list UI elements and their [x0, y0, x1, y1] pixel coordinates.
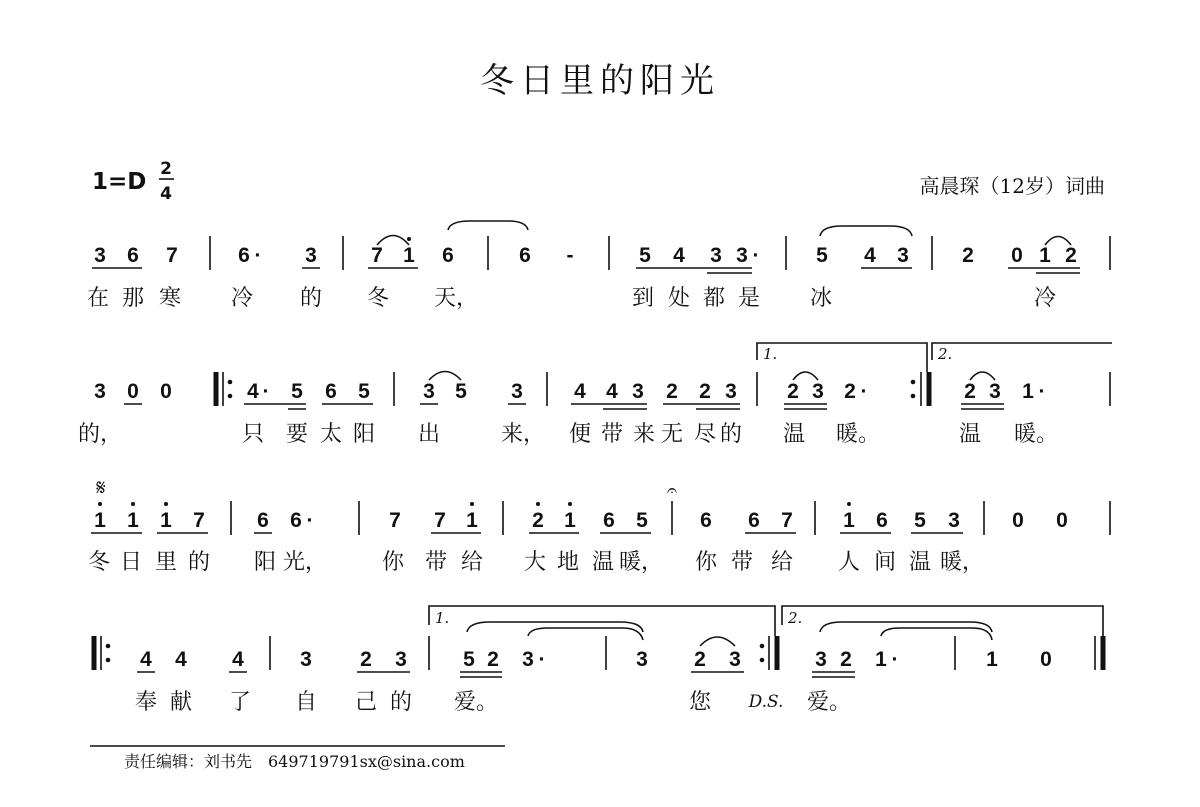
lyric: 爱。 [453, 690, 499, 715]
note: 6 [238, 244, 250, 267]
note: 2 [666, 380, 678, 403]
lyric: 己 [354, 690, 378, 715]
lyric: 都 [702, 286, 726, 311]
note: 1 [875, 648, 887, 671]
lyric: 奉 [134, 690, 158, 715]
note: 3 [736, 244, 748, 267]
lyric: 到 [631, 286, 655, 311]
note: 2 [532, 509, 544, 532]
note: 3 [812, 380, 824, 403]
note: 4 [247, 380, 259, 403]
lyric: 暖。 [1013, 422, 1059, 447]
note: 6 [876, 509, 888, 532]
augmentation-dot: · [1038, 380, 1046, 403]
lyric: 无 [660, 422, 684, 447]
lyric: 你 [381, 550, 405, 575]
note: 1 [160, 509, 172, 532]
note: 3 [948, 509, 960, 532]
lyric: 尽 [693, 422, 717, 447]
note: 4 [574, 380, 586, 403]
note: 2 [1065, 244, 1077, 267]
note: 6 [442, 244, 454, 267]
time-signature-top: 2 [160, 159, 172, 179]
lyric: 要 [285, 422, 309, 447]
note: 3 [522, 648, 534, 671]
augmentation-dot: · [860, 380, 868, 403]
lyric: 给 [770, 550, 794, 575]
note: 1 [986, 648, 998, 671]
note: 0 [1012, 509, 1024, 532]
note: 7 [389, 509, 401, 532]
lyrics-line-1 [87, 286, 1056, 311]
lyric: 冰 [809, 286, 833, 311]
lyric: 大 [523, 550, 547, 575]
note: 1 [127, 509, 139, 532]
lyric: 的 [187, 550, 211, 575]
lyric: 带 [600, 422, 624, 447]
note: 7 [193, 509, 205, 532]
lyric: 献 [169, 690, 193, 715]
augmentation-dot: · [538, 648, 546, 671]
note: 3 [94, 244, 106, 267]
lyric: 人 [837, 550, 861, 575]
augmentation-dot: · [254, 244, 262, 267]
system-1 [92, 221, 1110, 273]
note: 2 [487, 648, 499, 671]
lyric: 是 [737, 286, 761, 311]
dal-segno-mark: D.S. [748, 692, 784, 712]
song-title: 冬日里的阳光 [480, 61, 720, 101]
note: 3 [511, 380, 523, 403]
note: 4 [175, 648, 187, 671]
system-2 [94, 343, 1112, 409]
note: 3 [710, 244, 722, 267]
lyric: 天， [433, 286, 479, 311]
volta-1-label: 1. [435, 609, 450, 627]
note: 6 [290, 509, 302, 532]
system-3 [91, 476, 1110, 535]
lyric: 处 [667, 286, 691, 311]
lyric: 给 [460, 550, 484, 575]
lyrics-line-4 [135, 690, 851, 715]
note: 1 [1039, 244, 1051, 267]
lyric: 温 [908, 550, 932, 575]
note: 3 [989, 380, 1001, 403]
note: 3 [815, 648, 827, 671]
note: 6 [325, 380, 337, 403]
lyric: 出 [417, 422, 441, 447]
key-signature: 1=D [92, 169, 147, 195]
note: 6 [700, 509, 712, 532]
note: 5 [291, 380, 303, 403]
lyric: 温 [958, 422, 982, 447]
note: 5 [639, 244, 651, 267]
note: 4 [232, 648, 244, 671]
note: 7 [166, 244, 178, 267]
note: 4 [140, 648, 152, 671]
lyric: 您 [688, 690, 712, 715]
lyric: 的 [299, 286, 323, 311]
lyric: 日 [119, 550, 143, 575]
note: 0 [1056, 509, 1068, 532]
lyric: 阳 [253, 550, 277, 575]
lyric: 的， [77, 422, 123, 447]
lyric: 你 [694, 550, 718, 575]
lyric: 了 [228, 690, 252, 715]
note: 4 [606, 380, 618, 403]
note: 5 [914, 509, 926, 532]
lyric: 便 [568, 422, 592, 447]
lyric: 爱。 [806, 690, 852, 715]
note: 2 [840, 648, 852, 671]
lyric: 自 [294, 690, 318, 715]
lyric: 带 [424, 550, 448, 575]
system-4 [94, 606, 1103, 677]
note: 3 [636, 648, 648, 671]
note: 7 [434, 509, 446, 532]
note: 1 [564, 509, 576, 532]
editor-credit: 责任编辑：刘书先 649719791sx@sina.com [124, 752, 465, 771]
volta-2-label: 2. [788, 609, 803, 627]
note: 3 [897, 244, 909, 267]
lyrics-line-3 [88, 550, 984, 575]
note: 3 [395, 648, 407, 671]
lyric: 温 [591, 550, 615, 575]
volta-2-label: 2. [938, 345, 953, 363]
composer-credit: 高晨琛（12岁）词曲 [919, 174, 1105, 198]
note: 5 [636, 509, 648, 532]
note: 3 [725, 380, 737, 403]
note: 5 [455, 380, 467, 403]
lyric: 带 [730, 550, 754, 575]
lyric: 暖。 [835, 422, 881, 447]
note: 2 [787, 380, 799, 403]
note: 1 [94, 509, 106, 532]
lyric: 那 [121, 286, 145, 311]
note: 2 [962, 244, 974, 267]
lyric: 寒 [158, 286, 182, 311]
lyric: 的 [719, 422, 743, 447]
lyric: 阳 [352, 422, 376, 447]
lyrics-line-2 [78, 422, 1058, 447]
lyric: 太 [319, 422, 343, 447]
lyric: 来 [632, 422, 656, 447]
lyric: 里 [154, 550, 178, 575]
note: 2 [694, 648, 706, 671]
lyric: 冷 [1033, 286, 1057, 311]
lyric: 冷 [230, 286, 254, 311]
note: 6 [748, 509, 760, 532]
note: 5 [463, 648, 475, 671]
augmentation-dot: · [891, 648, 899, 671]
note: 7 [371, 244, 383, 267]
note: 0 [127, 380, 139, 403]
note: 3 [632, 380, 644, 403]
lyric: 冬 [366, 286, 390, 311]
note: 1 [403, 244, 415, 267]
note: 3 [423, 380, 435, 403]
note: 0 [160, 380, 172, 403]
note: 4 [673, 244, 685, 267]
lyric: 间 [873, 550, 897, 575]
note: 0 [1011, 244, 1023, 267]
volta-1-label: 1. [763, 345, 778, 363]
note: 1 [843, 509, 855, 532]
note: 2 [699, 380, 711, 403]
note: 0 [1040, 648, 1052, 671]
note: 3 [94, 380, 106, 403]
note: 3 [305, 244, 317, 267]
lyric: 温 [782, 422, 806, 447]
note: 6 [257, 509, 269, 532]
lyric: 的 [389, 690, 413, 715]
lyric: 只 [241, 422, 265, 447]
augmentation-dot: · [262, 380, 270, 403]
note: 5 [358, 380, 370, 403]
note: 6 [519, 244, 531, 267]
lyric: 暖， [618, 550, 664, 575]
augmentation-dot: · [752, 244, 760, 267]
note: 6 [127, 244, 139, 267]
lyric: 地 [556, 550, 580, 575]
note: 3 [300, 648, 312, 671]
segno-sign: 𝄋 [96, 476, 106, 501]
dash: - [566, 244, 574, 267]
note: 2 [844, 380, 856, 403]
fermata-sign: 𝄐 [666, 480, 678, 501]
note: 1 [1022, 380, 1034, 403]
lyric: 暖， [939, 550, 985, 575]
note: 4 [864, 244, 876, 267]
note: 3 [729, 648, 741, 671]
time-signature-bottom: 4 [160, 184, 172, 204]
lyric: 来， [500, 422, 546, 447]
note: 5 [816, 244, 828, 267]
lyric: 光， [282, 550, 328, 575]
lyric: 冬 [87, 550, 111, 575]
note: 7 [781, 509, 793, 532]
note: 1 [466, 509, 478, 532]
augmentation-dot: · [306, 509, 314, 532]
note: 2 [964, 380, 976, 403]
note: 2 [360, 648, 372, 671]
note: 6 [603, 509, 615, 532]
lyric: 在 [86, 286, 110, 311]
